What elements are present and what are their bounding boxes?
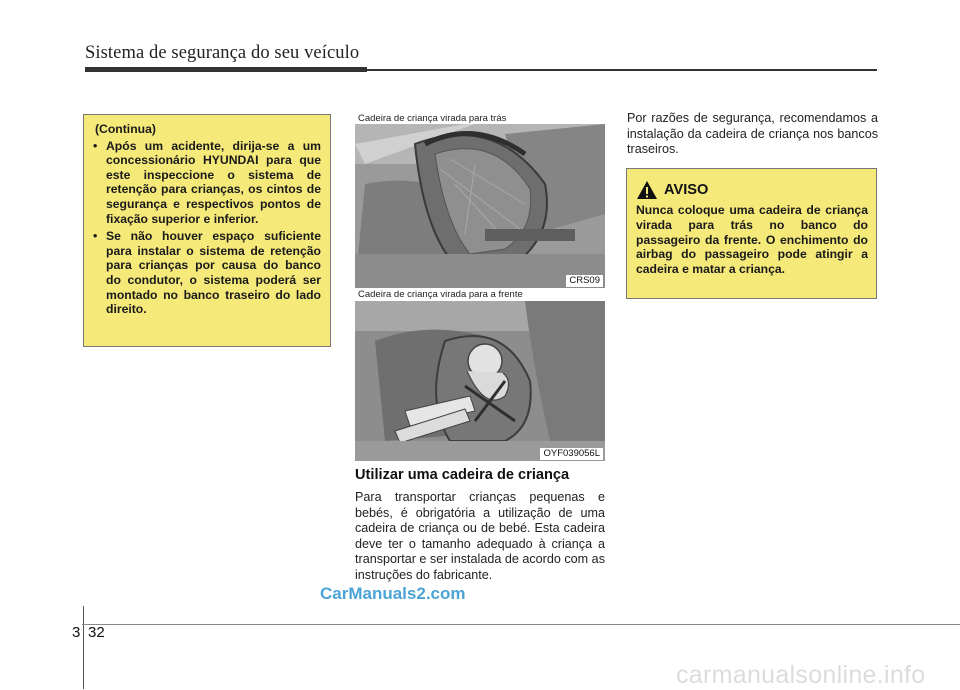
note-item-text: Após um acidente, dirija-se a um concessionário HYUNDAI para que este inspeccione o sistema de retenção para crianças, os cintos de segurança e respectivos pontos de fixação superior e inferior. [106, 138, 321, 226]
section-body: Para transportar crianças pequenas e bebés, é obrigatória a utilização de uma cadeira de criança ou de bebé. Esta cadeira deve ter o tamanho adequado à criança a transportar e ser instalada de acordo com as instruções do fabricante. [355, 490, 605, 582]
right-column-text: Por razões de segurança, recomendamos a instalação da cadeira de criança nos bancos traseiros. [627, 111, 878, 157]
figure-forward-facing-seat [355, 301, 605, 461]
figure-rear-facing-seat [355, 124, 605, 288]
forward-facing-seat-illustration [355, 301, 605, 461]
note-continued-label: (Continua) [95, 122, 156, 136]
rear-facing-seat-illustration [355, 124, 605, 288]
section-heading: Utilizar uma cadeira de criança [355, 467, 570, 483]
note-item [93, 229, 321, 317]
warning-box [626, 168, 877, 299]
watermark-carmanualsonline: carmanualsonline.info [676, 661, 926, 689]
header-title: Sistema de segurança do seu veículo [85, 43, 360, 63]
figure-bottom-caption: Cadeira de criança virada para a frente [358, 289, 523, 300]
figure-bottom-code: OYF039056L [540, 448, 603, 460]
bullet: • [93, 138, 98, 153]
warning-text: Nunca coloque uma cadeira de criança virada para trás no banco do passageiro da frente. O enchimento do airbag do passageiro pode atingir a cadeira e matar a criança. [636, 203, 868, 277]
warning-icon [636, 180, 658, 200]
warning-title: AVISO [664, 182, 709, 198]
figure-top-caption: Cadeira de criança virada para trás [358, 113, 507, 124]
note-box [83, 114, 331, 347]
bullet: • [93, 229, 98, 244]
footer-vertical-rule [83, 606, 84, 689]
header-rule-thin [367, 69, 877, 71]
page-number: 32 [88, 624, 105, 641]
page-section-number: 3 [72, 624, 81, 641]
watermark-carmanuals2[interactable]: CarManuals2.com [320, 584, 466, 603]
note-item [93, 139, 321, 227]
header-rule-thick [85, 67, 367, 72]
footer-horizontal-rule [82, 624, 960, 625]
note-item-text: Se não houver espaço suficiente para instalar o sistema de retenção para crianças por causa do banco do condutor, o sistema poderá ser montado no banco traseiro do lado direito. [106, 229, 321, 317]
warning-header [636, 177, 868, 203]
figure-top-code: CRS09 [566, 275, 603, 287]
